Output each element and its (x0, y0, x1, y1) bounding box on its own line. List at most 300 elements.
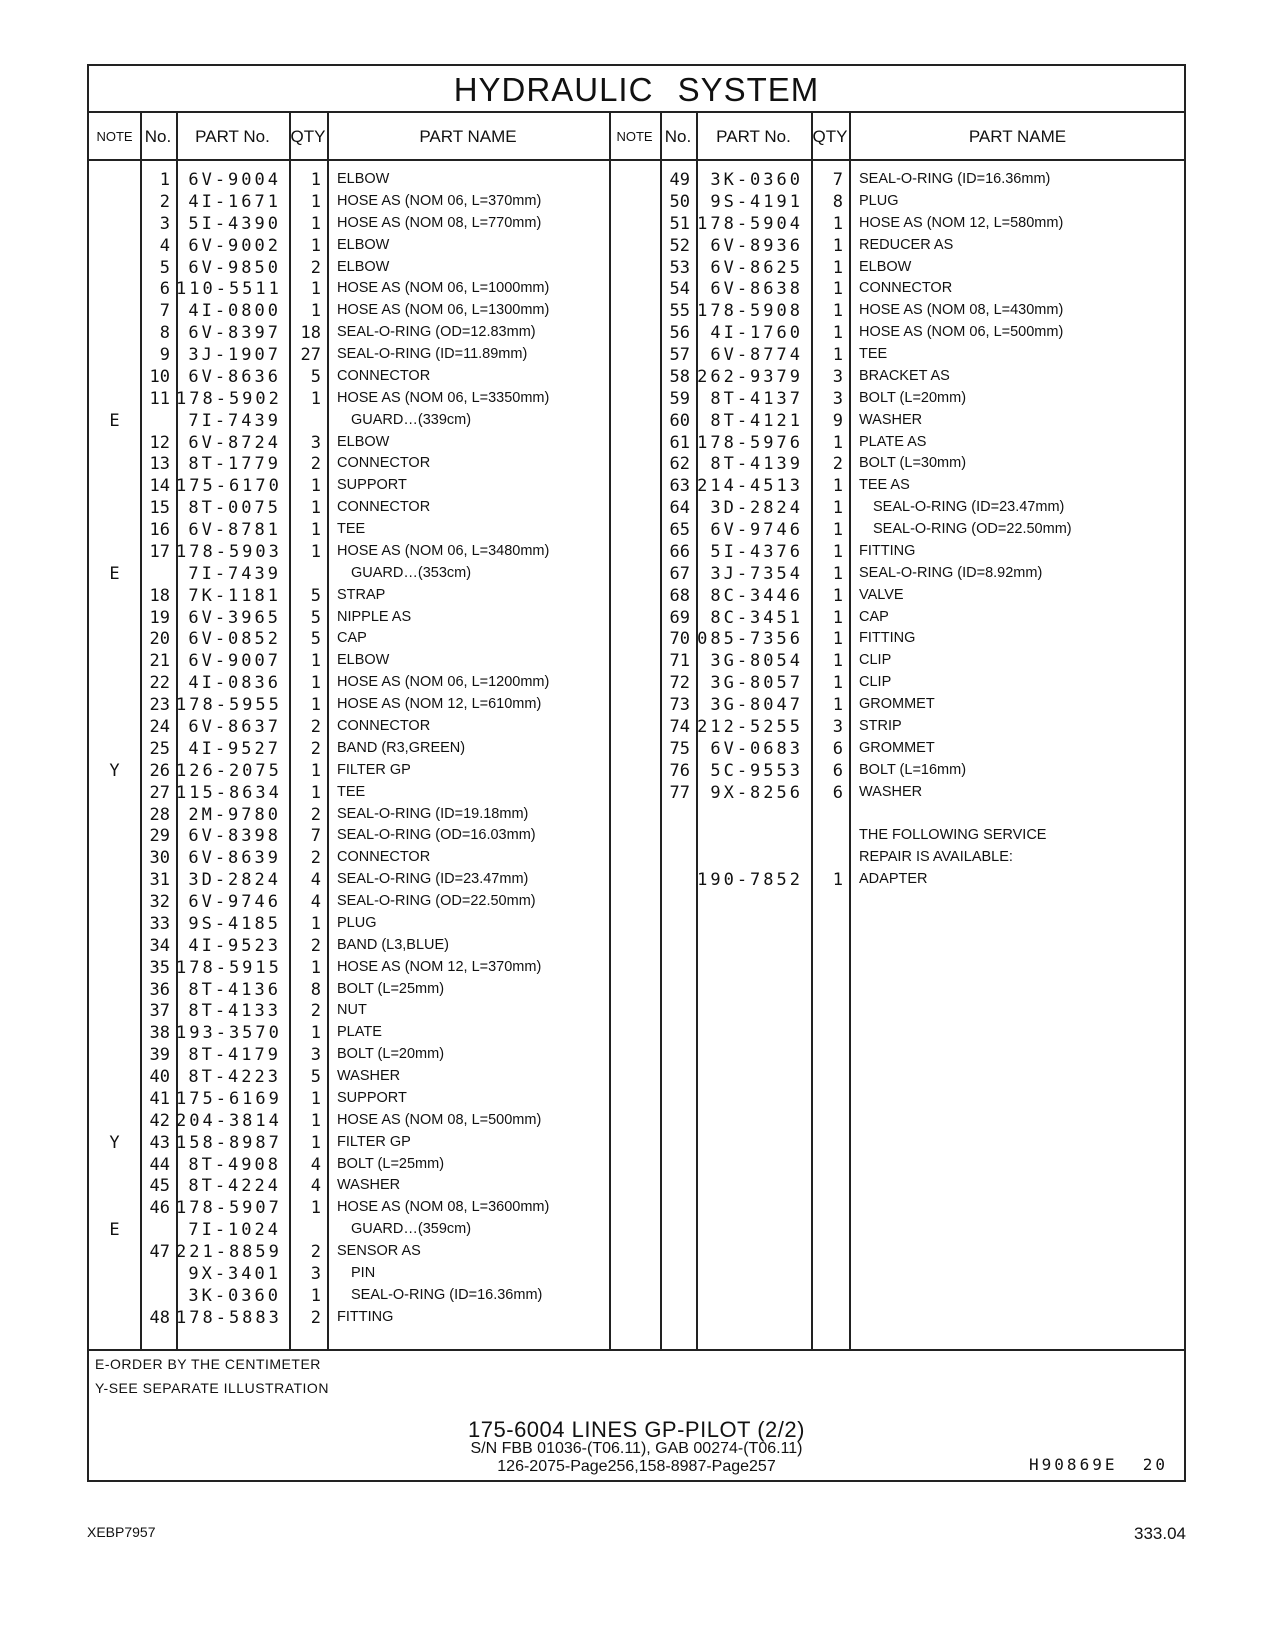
row-part-number: 5C-9553 (710, 760, 803, 781)
row-number: 76 (669, 760, 690, 781)
row-quantity: 3 (832, 388, 843, 409)
row-quantity: 1 (832, 301, 843, 322)
row-number: 16 (149, 520, 170, 541)
row-part-name: ELBOW (337, 652, 390, 669)
row-quantity: 5 (310, 607, 321, 628)
row-part-number: 6V-8724 (188, 432, 281, 453)
row-part-name: BOLT (L=25mm) (337, 1155, 445, 1172)
row-part-name: WASHER (859, 411, 923, 428)
row-quantity: 1 (310, 673, 321, 694)
row-part-name: SEAL-O-RING (ID=23.47mm) (873, 499, 1065, 516)
row-number: 19 (149, 607, 170, 628)
row-part-number: 8T-4224 (188, 1176, 281, 1197)
row-part-name: BOLT (L=16mm) (859, 761, 967, 778)
row-part-name: BAND (L3,BLUE) (337, 936, 450, 953)
row-part-name: HOSE AS (NOM 06, L=3350mm) (337, 389, 550, 406)
row-part-number: 4I-0836 (188, 673, 281, 694)
row-part-number: 175-6169 (176, 1088, 282, 1109)
row-quantity: 2 (310, 454, 321, 475)
row-part-number: 3J-7354 (710, 563, 803, 584)
row-quantity: 9 (832, 410, 843, 431)
row-number: 39 (149, 1045, 170, 1066)
row-part-name: HOSE AS (NOM 08, L=3600mm) (337, 1199, 550, 1216)
page-title: HYDRAULIC SYSTEM (453, 71, 820, 108)
row-part-name: BAND (R3,GREEN) (337, 739, 466, 756)
row-part-name: SEAL-O-RING (ID=16.36mm) (859, 171, 1051, 187)
row-number: 37 (149, 1001, 170, 1022)
row-quantity: 1 (310, 213, 321, 234)
row-part-number: 5I-4376 (710, 541, 803, 562)
row-quantity: 1 (832, 695, 843, 716)
row-part-name: SEAL-O-RING (OD=16.03mm) (337, 827, 536, 844)
row-part-number: 2M-9780 (188, 804, 281, 825)
row-quantity: 1 (310, 695, 321, 716)
row-number: 48 (149, 1307, 170, 1328)
row-number: 59 (669, 388, 690, 409)
row-quantity: 6 (832, 782, 843, 803)
row-part-number: 178-5883 (176, 1307, 282, 1328)
row-part-name: CONNECTOR (337, 849, 431, 866)
row-number: 13 (149, 454, 170, 475)
header-part-name: PART NAME (968, 127, 1067, 146)
row-quantity: 1 (832, 432, 843, 453)
row-quantity: 1 (310, 476, 321, 497)
row-part-number: 214-4513 (697, 476, 803, 497)
row-quantity: 3 (310, 1045, 321, 1066)
row-quantity: 5 (310, 629, 321, 650)
row-part-number: 190-7852 (697, 870, 803, 891)
row-part-name: HOSE AS (NOM 08, L=770mm) (337, 214, 542, 231)
row-number: 54 (669, 279, 690, 300)
row-part-name: CONNECTOR (337, 499, 431, 516)
row-quantity: 1 (310, 782, 321, 803)
row-part-name: WASHER (337, 1068, 401, 1085)
row-quantity: 2 (310, 1307, 321, 1328)
row-part-name: FILTER GP (337, 1133, 411, 1150)
row-part-name: CLIP (859, 652, 892, 669)
row-part-name: SEAL-O-RING (ID=23.47mm) (337, 871, 529, 888)
row-part-name: HOSE AS (NOM 06, L=1200mm) (337, 674, 550, 691)
row-part-name: SEAL-O-RING (ID=11.89mm) (337, 346, 528, 363)
row-number: 3 (159, 213, 170, 234)
row-number: 32 (149, 892, 170, 913)
row-number: 61 (669, 432, 690, 453)
row-number: 27 (149, 782, 170, 803)
row-part-name: CONNECTOR (337, 455, 431, 472)
row-part-number: 8T-0075 (188, 498, 281, 519)
row-part-name: ELBOW (337, 236, 390, 253)
row-part-name: STRIP (859, 718, 902, 734)
row-part-name: SEAL-O-RING (ID=8.92mm) (859, 564, 1043, 581)
row-number: 5 (159, 257, 170, 278)
row-number: 45 (149, 1176, 170, 1197)
row-part-name: TEE (337, 783, 366, 800)
row-quantity: 1 (310, 651, 321, 672)
row-part-number: 4I-1671 (188, 191, 281, 212)
row-number: 63 (669, 476, 690, 497)
header-qty: QTY (290, 127, 326, 146)
row-number: 64 (669, 498, 690, 519)
row-part-name: HOSE AS (NOM 06, L=1300mm) (337, 302, 550, 319)
row-part-number: 8C-3446 (710, 585, 803, 606)
row-part-name: HOSE AS (NOM 06, L=370mm) (337, 192, 542, 209)
row-part-name: REDUCER AS (859, 236, 954, 253)
row-part-name: BOLT (L=20mm) (337, 1046, 445, 1063)
row-quantity: 1 (832, 279, 843, 300)
caption-serial: S/N FBB 01036-(T06.11), GAB 00274-(T06.11) (470, 1440, 803, 1457)
row-quantity: 1 (832, 651, 843, 672)
row-part-number: 3G-8057 (710, 673, 803, 694)
row-part-name: SENSOR AS (337, 1243, 421, 1260)
row-part-number: 8T-1779 (188, 454, 281, 475)
header-note: NOTE (96, 129, 133, 144)
row-number: 33 (149, 913, 170, 934)
row-quantity: 1 (832, 607, 843, 628)
row-number: 1 (159, 170, 170, 190)
row-part-number: 6V-9746 (710, 520, 803, 541)
header-no: No. (144, 127, 172, 146)
header-part-name: PART NAME (419, 127, 517, 146)
row-part-number: 8T-4908 (188, 1154, 281, 1175)
row-part-name: PIN (351, 1265, 376, 1281)
row-quantity: 18 (300, 323, 321, 344)
row-part-number: 8C-3451 (710, 607, 803, 628)
footnote-y: Y-SEE SEPARATE ILLUSTRATION (95, 1380, 329, 1396)
row-quantity: 1 (832, 257, 843, 278)
row-part-name: PLUG (859, 192, 899, 209)
row-part-name: FITTING (337, 1308, 394, 1325)
page-number: 333.04 (1134, 1524, 1186, 1543)
row-number: 12 (149, 432, 170, 453)
row-part-number: 126-2075 (176, 760, 282, 781)
header-qty: QTY (812, 127, 848, 146)
row-part-name: GROMMET (859, 739, 935, 756)
row-part-name: CLIP (859, 674, 892, 691)
row-part-number: 178-5908 (697, 301, 803, 322)
row-number: 31 (149, 870, 170, 891)
row-quantity: 1 (310, 1285, 321, 1306)
row-number: 8 (159, 323, 170, 344)
row-part-number: 178-5955 (176, 695, 282, 716)
row-number: 18 (149, 585, 170, 606)
row-part-number: 3G-8047 (710, 695, 803, 716)
row-part-number: 6V-3965 (188, 607, 281, 628)
row-quantity: 2 (310, 1242, 321, 1263)
row-note: Y (109, 1132, 120, 1153)
row-part-number: 6V-9007 (188, 651, 281, 672)
row-number: 70 (669, 629, 690, 650)
row-part-number: 8T-4136 (188, 979, 281, 1000)
row-quantity: 4 (310, 1154, 321, 1175)
row-number: 25 (149, 738, 170, 759)
row-quantity: 3 (832, 717, 843, 737)
row-number: 44 (149, 1154, 170, 1175)
row-number: 34 (149, 935, 170, 956)
header-no: No. (664, 127, 692, 146)
row-quantity: 1 (832, 563, 843, 584)
row-part-number: 6V-9002 (188, 235, 281, 256)
row-quantity: 1 (310, 957, 321, 978)
row-part-name: STRAP (337, 586, 386, 603)
row-quantity: 5 (310, 585, 321, 606)
row-part-name: SEAL-O-RING (OD=22.50mm) (337, 893, 536, 910)
row-part-number: 7I-7439 (188, 410, 281, 431)
row-quantity: 1 (310, 170, 321, 190)
row-part-number: 8T-4121 (710, 410, 803, 431)
row-part-name: HOSE AS (NOM 12, L=580mm) (859, 214, 1064, 231)
row-number: 24 (149, 717, 170, 737)
row-quantity: 8 (832, 191, 843, 212)
row-number: 40 (149, 1067, 170, 1088)
row-part-number: 178-5976 (697, 432, 803, 453)
row-part-number: 178-5915 (176, 957, 282, 978)
row-quantity: 2 (832, 454, 843, 475)
row-quantity: 5 (310, 1067, 321, 1088)
row-part-name: NUT (337, 1002, 367, 1019)
row-part-number: 6V-9850 (188, 257, 281, 278)
row-part-number: 9S-4185 (188, 913, 281, 934)
row-part-number: 7K-1181 (188, 585, 281, 606)
row-part-number: 204-3814 (176, 1110, 282, 1131)
row-number: 36 (149, 979, 170, 1000)
row-part-name: TEE (337, 521, 366, 538)
row-quantity: 2 (310, 804, 321, 825)
row-part-number: 6V-9004 (188, 170, 281, 190)
col-divider (849, 111, 851, 1351)
header-part-no: PART No. (195, 127, 270, 146)
row-quantity: 1 (832, 498, 843, 519)
row-number: 9 (159, 345, 170, 366)
row-number: 42 (149, 1110, 170, 1131)
footnote-e: E-ORDER BY THE CENTIMETER (95, 1356, 321, 1372)
row-number: 41 (149, 1088, 170, 1109)
row-part-number: 3D-2824 (188, 870, 281, 891)
row-number: 2 (159, 191, 170, 212)
row-number: 46 (149, 1198, 170, 1219)
row-part-name: FILTER GP (337, 761, 411, 778)
row-part-number: 178-5902 (176, 388, 282, 409)
row-quantity: 1 (832, 585, 843, 606)
row-number: 51 (669, 213, 690, 234)
row-number: 35 (149, 957, 170, 978)
row-number: 56 (669, 323, 690, 344)
row-part-number: 8T-4137 (710, 388, 803, 409)
row-part-number: 5I-4390 (188, 213, 281, 234)
row-number: 26 (149, 760, 170, 781)
illustration-code: H90869E (1029, 1455, 1118, 1474)
row-number: 15 (149, 498, 170, 519)
row-part-number: 085-7356 (697, 629, 803, 650)
row-quantity: 4 (310, 870, 321, 891)
row-quantity: 1 (310, 1198, 321, 1219)
row-part-number: 6V-8625 (710, 257, 803, 278)
row-quantity: 1 (310, 498, 321, 519)
row-part-name: CONNECTOR (859, 280, 953, 297)
row-number: 43 (149, 1132, 170, 1153)
row-quantity: 6 (832, 738, 843, 759)
row-quantity: 1 (310, 279, 321, 300)
row-quantity: 3 (310, 1264, 321, 1284)
row-part-name: VALVE (859, 586, 904, 603)
row-part-number: 193-3570 (176, 1023, 282, 1044)
row-part-name: TEE (859, 346, 888, 363)
row-quantity: 1 (832, 476, 843, 497)
row-part-number: 6V-8398 (188, 826, 281, 847)
row-number: 74 (669, 717, 690, 737)
row-part-number: 4I-9523 (188, 935, 281, 956)
row-number: 28 (149, 804, 170, 825)
caption-refs: 126-2075-Page256,158-8987-Page257 (497, 1458, 776, 1475)
row-part-number: 7I-7439 (188, 563, 281, 584)
row-part-name: FITTING (859, 542, 916, 559)
row-part-name: PLUG (337, 914, 377, 931)
row-part-number: 6V-8637 (188, 717, 281, 737)
row-part-name: WASHER (337, 1177, 401, 1194)
row-part-name: CONNECTOR (337, 367, 431, 384)
row-quantity: 2 (310, 1001, 321, 1022)
row-note: E (109, 563, 120, 584)
row-part-number: 9X-3401 (188, 1264, 281, 1284)
row-part-number: 6V-8781 (188, 520, 281, 541)
row-quantity: 1 (310, 191, 321, 212)
row-number: 58 (669, 366, 690, 387)
row-part-number: 175-6170 (176, 476, 282, 497)
row-part-number: 6V-8397 (188, 323, 281, 344)
row-number: 23 (149, 695, 170, 716)
row-part-number: 212-5255 (697, 717, 803, 737)
row-number: 57 (669, 345, 690, 366)
row-part-name: SEAL-O-RING (OD=22.50mm) (873, 521, 1072, 538)
row-part-number: 4I-1760 (710, 323, 803, 344)
row-part-number: 8T-4223 (188, 1067, 281, 1088)
doc-id: XEBP7957 (87, 1524, 156, 1540)
row-part-name: HOSE AS (NOM 12, L=370mm) (337, 958, 542, 975)
row-quantity: 2 (310, 935, 321, 956)
row-number: 20 (149, 629, 170, 650)
row-quantity: 1 (310, 388, 321, 409)
row-part-number: 6V-8936 (710, 235, 803, 256)
row-quantity: 7 (310, 826, 321, 847)
row-number: 47 (149, 1242, 170, 1263)
row-quantity: 2 (310, 257, 321, 278)
row-quantity: 7 (832, 170, 843, 190)
row-part-name: GROMMET (859, 696, 935, 713)
row-quantity: 1 (310, 301, 321, 322)
row-part-name: FITTING (859, 630, 916, 647)
row-part-number: 6V-8638 (710, 279, 803, 300)
row-part-name: SEAL-O-RING (OD=12.83mm) (337, 324, 536, 341)
row-quantity: 1 (310, 1088, 321, 1109)
row-part-name: GUARD…(353cm) (351, 564, 472, 581)
row-part-number: 221-8859 (176, 1242, 282, 1263)
row-part-number: 8T-4179 (188, 1045, 281, 1066)
row-quantity: 2 (310, 717, 321, 737)
row-part-number: 7I-1024 (188, 1220, 281, 1241)
row-part-name: ELBOW (337, 433, 390, 450)
row-part-name: ELBOW (337, 171, 390, 187)
row-part-number: 158-8987 (176, 1132, 282, 1153)
row-number: 53 (669, 257, 690, 278)
row-quantity: 1 (310, 1132, 321, 1153)
row-number: 21 (149, 651, 170, 672)
row-part-number: 6V-8774 (710, 345, 803, 366)
row-number: 30 (149, 848, 170, 869)
row-part-number: 178-5903 (176, 541, 282, 562)
row-part-name: WASHER (859, 783, 923, 800)
illustration-page: 20 (1142, 1455, 1168, 1474)
row-part-name: ELBOW (337, 258, 390, 275)
row-number: 66 (669, 541, 690, 562)
row-part-name: BOLT (L=20mm) (859, 389, 967, 406)
row-part-number: 115-8634 (176, 782, 282, 803)
row-part-number: 3D-2824 (710, 498, 803, 519)
row-quantity: 6 (832, 760, 843, 781)
row-part-number: 6V-0852 (188, 629, 281, 650)
row-number: 29 (149, 826, 170, 847)
header-part-no: PART No. (716, 127, 791, 146)
row-quantity: 4 (310, 892, 321, 913)
row-part-name: ADAPTER (859, 871, 928, 888)
row-part-number: 3G-8054 (710, 651, 803, 672)
row-part-number: 3K-0360 (188, 1285, 281, 1306)
row-number: 77 (669, 782, 690, 803)
row-quantity: 2 (310, 848, 321, 869)
row-part-name: HOSE AS (NOM 06, L=3480mm) (337, 542, 550, 559)
row-number: 4 (159, 235, 170, 256)
row-part-name: REPAIR IS AVAILABLE: (859, 849, 1013, 866)
row-part-name: PLATE (337, 1024, 382, 1041)
row-part-number: 6V-8639 (188, 848, 281, 869)
row-part-number: 8T-4133 (188, 1001, 281, 1022)
row-number: 68 (669, 585, 690, 606)
col-divider (327, 111, 329, 1351)
row-part-number: 9S-4191 (710, 191, 803, 212)
col-divider (609, 111, 611, 1351)
row-part-number: 4I-0800 (188, 301, 281, 322)
row-number: 73 (669, 695, 690, 716)
row-part-name: SEAL-O-RING (ID=16.36mm) (351, 1286, 543, 1303)
row-part-number: 6V-9746 (188, 892, 281, 913)
row-part-name: HOSE AS (NOM 06, L=500mm) (859, 324, 1064, 341)
row-number: 38 (149, 1023, 170, 1044)
row-quantity: 5 (310, 366, 321, 387)
row-part-number: 110-5511 (176, 279, 282, 300)
row-part-number: 6V-0683 (710, 738, 803, 759)
row-note: Y (109, 760, 120, 781)
row-quantity: 1 (832, 629, 843, 650)
row-part-number: 8T-4139 (710, 454, 803, 475)
row-part-number: 178-5904 (697, 213, 803, 234)
row-number: 71 (669, 651, 690, 672)
row-quantity: 1 (832, 235, 843, 256)
row-quantity: 2 (310, 738, 321, 759)
row-number: 10 (149, 366, 170, 387)
row-quantity: 1 (832, 213, 843, 234)
row-part-name: NIPPLE AS (337, 608, 412, 625)
row-part-name: HOSE AS (NOM 08, L=430mm) (859, 302, 1064, 319)
row-number: 72 (669, 673, 690, 694)
row-part-name: SUPPORT (337, 1089, 407, 1106)
row-quantity: 1 (832, 520, 843, 541)
row-part-name: CAP (859, 608, 889, 625)
row-number: 49 (669, 170, 690, 190)
row-quantity: 1 (310, 235, 321, 256)
parts-table-frame (87, 64, 1186, 1482)
row-part-name: HOSE AS (NOM 06, L=1000mm) (337, 280, 550, 297)
row-part-name: BOLT (L=30mm) (859, 455, 967, 472)
row-number: 52 (669, 235, 690, 256)
row-number: 55 (669, 301, 690, 322)
